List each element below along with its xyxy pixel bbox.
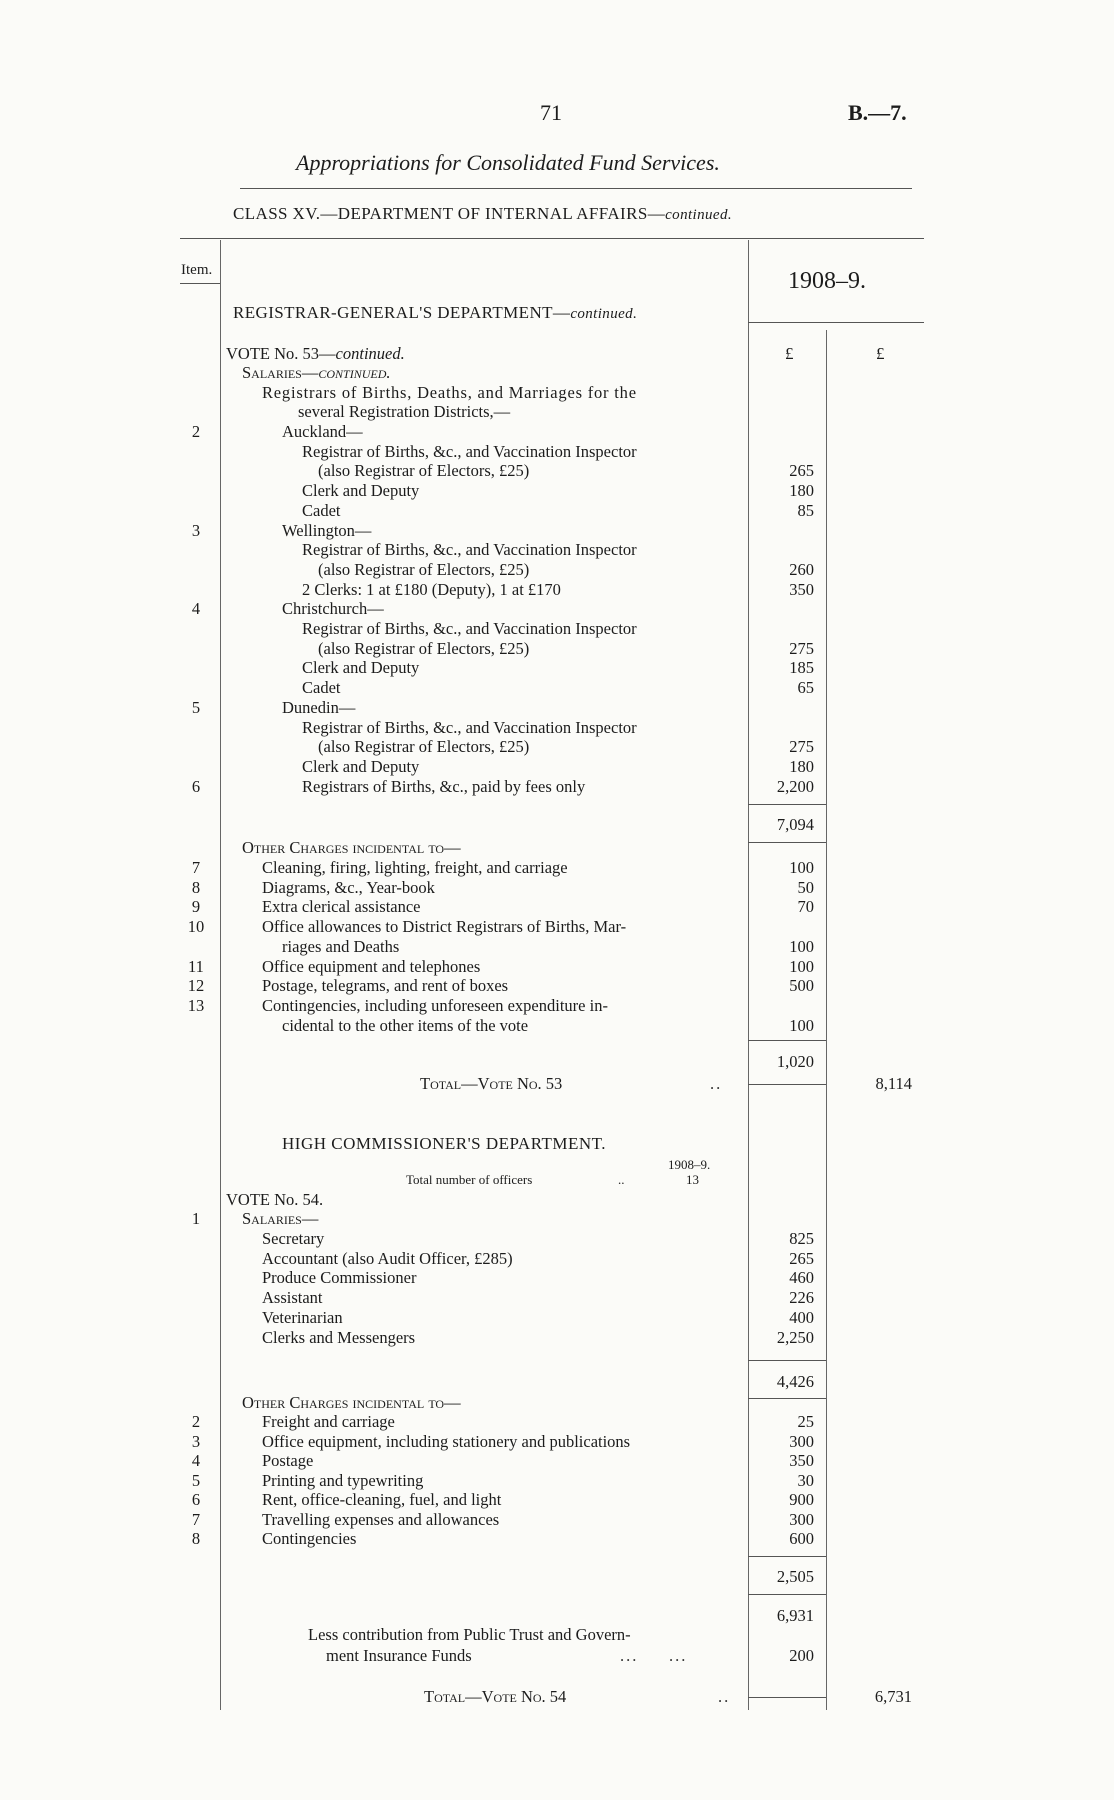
table-row: [0, 580, 1114, 600]
row-label: Cleaning, firing, lighting, freight, and carriage: [262, 858, 568, 877]
table-row: [0, 757, 1114, 777]
table-row: [0, 481, 1114, 501]
row-label: Contingencies: [262, 1529, 357, 1548]
table-row: [0, 737, 1114, 757]
row-amount: 100: [789, 858, 814, 877]
row-amount: 65: [797, 678, 814, 698]
registrars-intro-line-2: several Registration Districts,—: [298, 402, 511, 421]
less-contribution-amount: 200: [789, 1646, 814, 1665]
item-number: 11: [188, 956, 204, 976]
vote-53-heading-row: [0, 344, 1114, 364]
hc-salaries-rule-top: [748, 1360, 826, 1361]
row-label: Clerk and Deputy: [302, 481, 420, 501]
row-label: 2 Clerks: 1 at £180 (Deputy), 1 at £170: [302, 579, 561, 599]
row-label: Cadet: [302, 500, 341, 520]
row-label: Dunedin—: [282, 697, 356, 717]
high-commissioner-heading-row: [0, 1134, 1114, 1154]
vote-53-label: VOTE No. 53—: [226, 344, 336, 363]
table-row: [0, 1249, 1114, 1269]
table-row: [0, 996, 1114, 1016]
vote-54-heading: VOTE No. 54.: [226, 1190, 324, 1209]
vote-53-total: 8,114: [875, 1074, 912, 1093]
item-number: 6: [191, 1490, 201, 1509]
vote-53-heading: [226, 344, 405, 364]
row-amount: 50: [797, 877, 814, 897]
row-label: Registrar of Births, &c., and Vaccination Inspector: [302, 441, 637, 461]
table-row: [0, 521, 1114, 541]
row-amount: 185: [789, 658, 814, 678]
item-number: 4: [191, 1451, 201, 1470]
item-number: 4: [191, 599, 201, 619]
row-label: Clerk and Deputy: [302, 756, 420, 776]
less-contribution-row-2: [0, 1646, 1114, 1666]
pound-sign-amount: £: [785, 344, 794, 363]
year-column-header: 1908–9.: [788, 268, 866, 294]
salaries-heading: [242, 363, 390, 383]
table-row: [0, 1529, 1114, 1549]
salaries-suffix: continued.: [318, 363, 391, 382]
row-amount: 300: [789, 1431, 814, 1451]
row-amount: 275: [789, 638, 814, 658]
year-header-rule: [748, 322, 924, 323]
registrars-intro-line-1: Registrars of Births, Deaths, and Marriages for the: [262, 383, 637, 402]
table-top-rule: [180, 238, 924, 239]
table-row: [0, 878, 1114, 898]
table-row: [0, 442, 1114, 462]
row-label: Registrar of Births, &c., and Vaccination Inspector: [302, 540, 637, 560]
row-amount: 300: [789, 1509, 814, 1529]
row-label: Office equipment, including stationery and publications: [262, 1431, 631, 1451]
row-label: Assistant: [262, 1288, 323, 1308]
table-row: [0, 1490, 1114, 1510]
leader-dots: ... ...: [620, 1646, 688, 1665]
item-number: 9: [191, 897, 201, 917]
registrar-salaries-rule-top: [748, 804, 826, 805]
row-label: Wellington—: [282, 520, 372, 540]
row-amount: 180: [789, 756, 814, 776]
row-label: Cadet: [302, 678, 341, 698]
leader-dots: ..: [710, 1074, 723, 1093]
officers-count-row: [0, 1170, 1114, 1190]
row-amount: 100: [789, 936, 814, 956]
hc-charges-rule: [748, 1556, 826, 1557]
table-row: [0, 1328, 1114, 1348]
item-number: 3: [191, 520, 201, 540]
less-contribution-line-2: ment Insurance Funds: [326, 1646, 472, 1665]
leader-dots: ..: [718, 1687, 731, 1706]
item-number: 12: [187, 976, 205, 996]
row-amount: 100: [789, 956, 814, 976]
row-amount: 30: [797, 1470, 814, 1490]
row-label: Registrar of Births, &c., and Vaccination Inspector: [302, 717, 637, 737]
table-row: [0, 937, 1114, 957]
vote-53-total-row: [0, 1074, 1114, 1094]
row-label: Secretary: [262, 1229, 325, 1248]
table-row: [0, 1229, 1114, 1249]
table-row: [0, 678, 1114, 698]
leader-dots: ..: [618, 1172, 625, 1187]
registrars-intro-row: [0, 383, 1114, 403]
row-label: Diagrams, &c., Year-book: [262, 877, 435, 897]
row-label: Produce Commissioner: [262, 1268, 417, 1288]
registrar-department-heading: [233, 303, 637, 323]
item-number: 13: [187, 995, 205, 1015]
table-row: [0, 957, 1114, 977]
table-row: [0, 422, 1114, 442]
vote-54-total-row: [0, 1687, 1114, 1707]
row-label: Freight and carriage: [262, 1412, 395, 1431]
hc-salaries-heading-row: [0, 1209, 1114, 1229]
table-row: [0, 976, 1114, 996]
page-title: Appropriations for Consolidated Fund Services.: [296, 150, 720, 175]
hc-salaries-heading: Salaries—: [242, 1209, 319, 1228]
table-row: [0, 658, 1114, 678]
class-heading-text: CLASS XV.—DEPARTMENT OF INTERNAL AFFAIRS—: [233, 204, 666, 223]
row-amount: 180: [789, 481, 814, 501]
hc-salaries-item-number: 1: [191, 1209, 201, 1228]
registrar-charges-total-row: [0, 1052, 1114, 1072]
vote-54-heading-row: [0, 1190, 1114, 1210]
row-amount: 100: [789, 1015, 814, 1035]
table-row: [0, 639, 1114, 659]
registrar-salaries-total: 7,094: [776, 815, 814, 834]
table-row: [0, 1471, 1114, 1491]
row-amount: 900: [789, 1490, 814, 1509]
table-row: [0, 777, 1114, 797]
vote-54-total: 6,731: [874, 1687, 912, 1706]
vote-54-total-label: Total—Vote No. 54: [424, 1687, 567, 1706]
table-row: [0, 718, 1114, 738]
less-contribution-row: [0, 1625, 1114, 1645]
row-label: Clerks and Messengers: [262, 1327, 416, 1347]
row-label: cidental to the other items of the vote: [282, 1015, 529, 1035]
row-label: riages and Deaths: [282, 936, 400, 956]
class-heading: [233, 204, 732, 224]
high-commissioner-heading: HIGH COMMISSIONER'S DEPARTMENT.: [282, 1134, 607, 1153]
row-label: (also Registrar of Electors, £25): [318, 638, 530, 658]
table-row: [0, 599, 1114, 619]
item-number: 8: [191, 877, 201, 897]
row-label: Extra clerical assistance: [262, 897, 421, 917]
hc-gross-total: 6,931: [776, 1606, 814, 1625]
table-row: [0, 1288, 1114, 1308]
vote-53-total-label: Total—Vote No. 53: [420, 1074, 563, 1093]
item-column-header: Item.: [181, 262, 213, 278]
row-amount: 460: [789, 1268, 814, 1288]
pound-sign-total: £: [876, 344, 885, 363]
table-row: [0, 858, 1114, 878]
table-row: [0, 1016, 1114, 1036]
vote-54-total-rule: [748, 1697, 826, 1698]
item-number: 8: [191, 1529, 201, 1548]
document-reference: B.—7.: [848, 100, 907, 125]
officers-count: 13: [686, 1172, 699, 1187]
registrar-charges-total: 1,020: [776, 1052, 814, 1071]
vote-53-suffix: continued.: [335, 344, 405, 363]
class-heading-suffix: continued.: [665, 207, 733, 223]
row-amount: 85: [797, 500, 814, 520]
row-label: Postage, telegrams, and rent of boxes: [262, 976, 509, 996]
salaries-heading-row: [0, 363, 1114, 383]
row-label: Office allowances to District Registrars of Births, Mar-: [262, 917, 627, 937]
row-label: Registrars of Births, &c., paid by fees only: [302, 776, 586, 796]
registrar-other-charges-row: [0, 838, 1114, 858]
row-amount: 226: [789, 1288, 814, 1308]
row-amount: 2,200: [776, 776, 814, 796]
hc-salaries-total: 4,426: [776, 1372, 814, 1391]
table-row: [0, 917, 1114, 937]
row-label: Veterinarian: [262, 1307, 343, 1327]
row-amount: 500: [789, 976, 814, 996]
row-label: Rent, office-cleaning, fuel, and light: [262, 1490, 502, 1509]
row-label: Christchurch—: [282, 599, 384, 619]
item-number: 5: [191, 697, 201, 717]
hc-charges-total-row: [0, 1567, 1114, 1587]
row-amount: 260: [789, 559, 814, 579]
table-row: [0, 461, 1114, 481]
vote-53-total-rule: [748, 1084, 826, 1085]
hc-charges-total: 2,505: [776, 1567, 814, 1586]
registrar-heading-suffix: continued.: [570, 306, 638, 322]
salaries-label: Salaries—: [242, 363, 319, 382]
registrar-charges-rule: [748, 1040, 826, 1041]
item-number: 3: [191, 1431, 201, 1451]
row-amount: 265: [789, 461, 814, 481]
table-row: [0, 1268, 1114, 1288]
officers-label: Total number of officers: [406, 1172, 533, 1187]
row-label: Clerk and Deputy: [302, 658, 420, 678]
less-contribution-line-1: Less contribution from Public Trust and Govern-: [308, 1625, 631, 1644]
row-amount: 25: [797, 1412, 814, 1431]
title-rule: [240, 188, 912, 189]
item-header-rule: [180, 283, 220, 284]
registrar-heading-text: REGISTRAR-GENERAL'S DEPARTMENT—: [233, 303, 571, 322]
row-label: (also Registrar of Electors, £25): [318, 737, 530, 757]
row-amount: 825: [789, 1229, 814, 1248]
officers-year: 1908–9.: [668, 1157, 711, 1172]
row-amount: 600: [789, 1529, 814, 1548]
row-label: Auckland—: [282, 422, 363, 441]
row-amount: 265: [789, 1248, 814, 1268]
hc-gross-total-row: [0, 1606, 1114, 1626]
table-row: [0, 1412, 1114, 1432]
page-number: 71: [540, 100, 562, 125]
row-amount: 350: [789, 1451, 814, 1470]
table-row: [0, 560, 1114, 580]
row-amount: 400: [789, 1307, 814, 1327]
table-row: [0, 897, 1114, 917]
hc-salaries-total-row: [0, 1372, 1114, 1392]
table-row: [0, 1510, 1114, 1530]
row-label: Accountant (also Audit Officer, £285): [262, 1248, 513, 1268]
row-label: (also Registrar of Electors, £25): [318, 559, 530, 579]
row-amount: 350: [789, 579, 814, 599]
table-row: [0, 540, 1114, 560]
item-number: 7: [191, 858, 201, 877]
item-number: 2: [191, 422, 201, 441]
row-amount: 275: [789, 737, 814, 757]
row-label: Printing and typewriting: [262, 1470, 424, 1490]
table-row: [0, 501, 1114, 521]
hc-gross-rule: [748, 1594, 826, 1595]
table-row: [0, 619, 1114, 639]
hc-other-charges-heading: Other Charges incidental to—: [242, 1393, 461, 1412]
item-number: 5: [191, 1470, 201, 1490]
row-label: Contingencies, including unforeseen expenditure in-: [262, 995, 608, 1015]
table-row: [0, 1451, 1114, 1471]
item-number: 6: [191, 776, 201, 796]
item-number: 7: [191, 1509, 201, 1529]
table-row: [0, 1432, 1114, 1452]
table-row: [0, 1308, 1114, 1328]
row-amount: 70: [797, 897, 814, 917]
row-label: Travelling expenses and allowances: [262, 1509, 500, 1529]
table-row: [0, 698, 1114, 718]
registrar-other-charges-heading: Other Charges incidental to—: [242, 838, 461, 857]
item-number: 10: [187, 917, 205, 937]
row-label: Office equipment and telephones: [262, 956, 481, 976]
row-label: Registrar of Births, &c., and Vaccination Inspector: [302, 619, 637, 638]
row-label: (also Registrar of Electors, £25): [318, 461, 530, 481]
registrars-intro-row-2: [0, 402, 1114, 422]
item-number: 2: [191, 1412, 201, 1431]
row-label: Postage: [262, 1451, 314, 1470]
row-amount: 2,250: [776, 1327, 814, 1347]
hc-other-charges-row: [0, 1393, 1114, 1413]
registrar-salaries-total-row: [0, 815, 1114, 835]
